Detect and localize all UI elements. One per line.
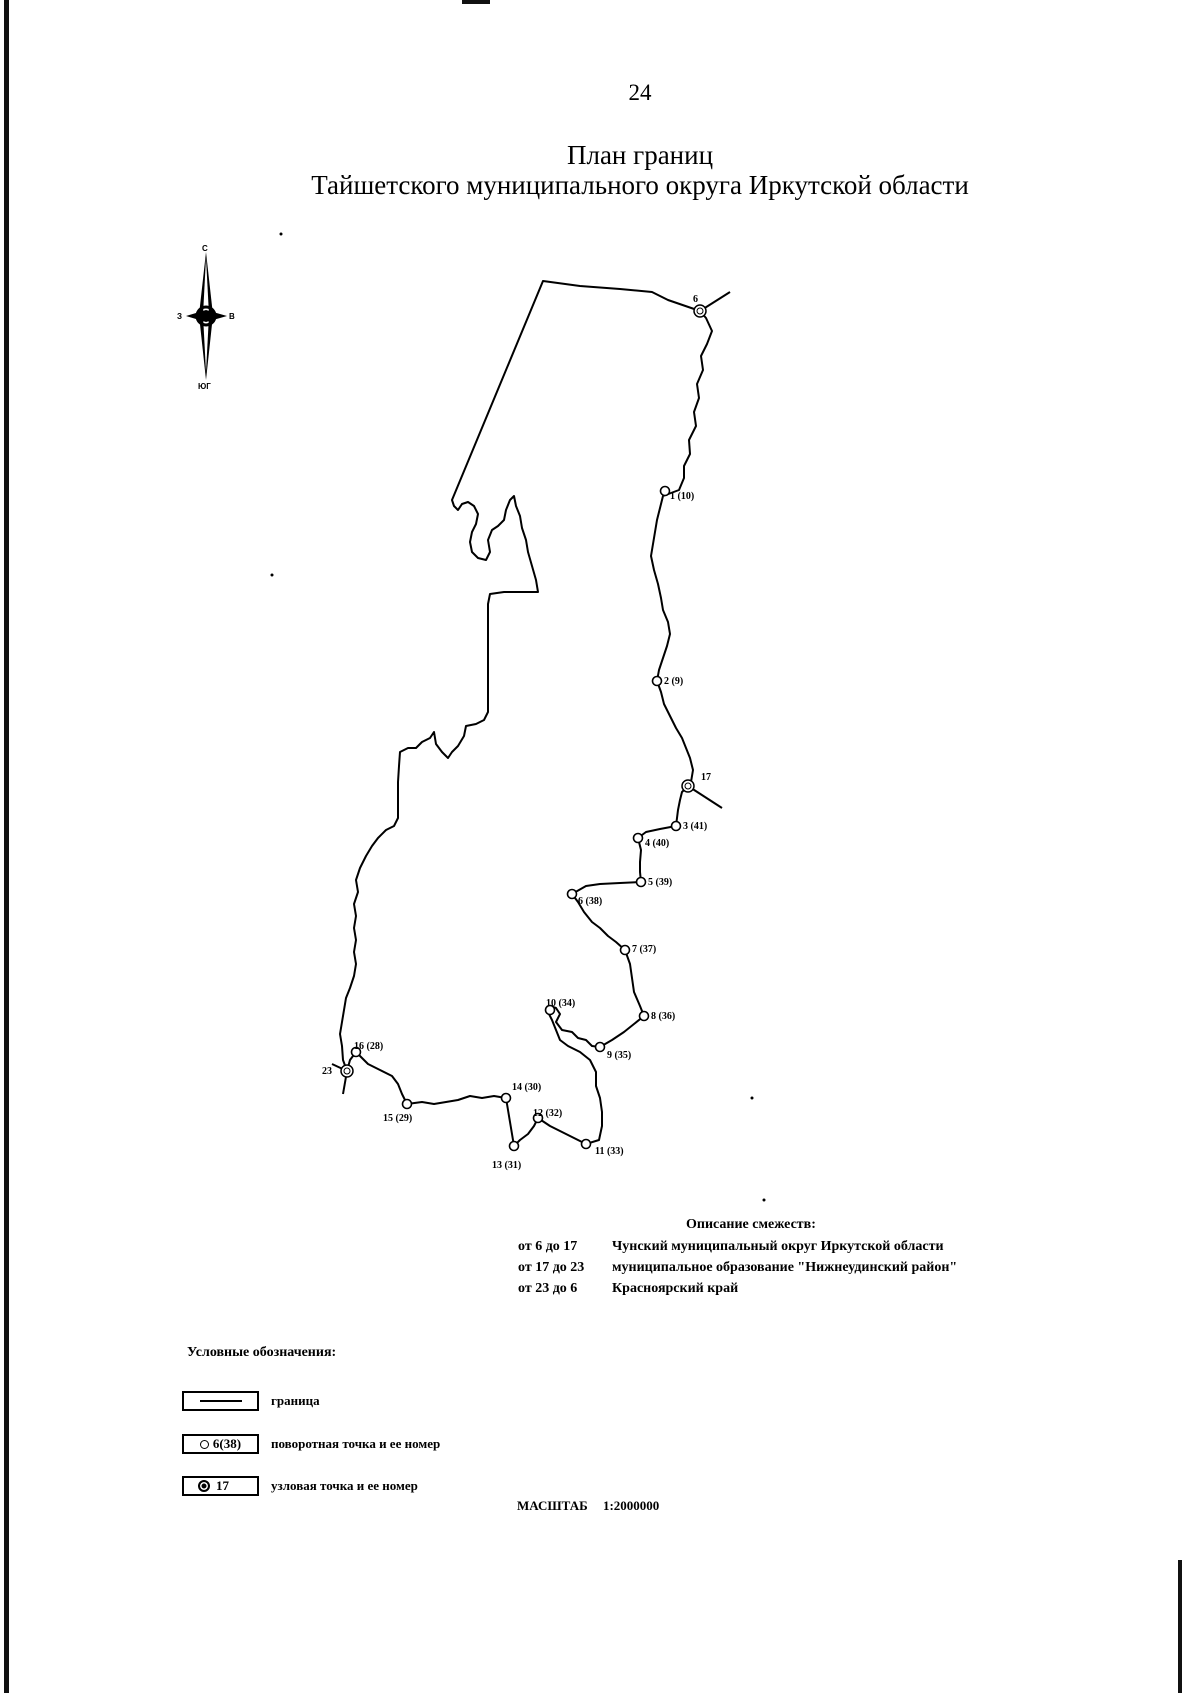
adjacency-description <box>518 1217 957 1299</box>
adjacency-range: от 23 до 6 <box>518 1280 578 1296</box>
legend-text: узловая точка и ее номер <box>271 1478 418 1493</box>
turning-point-label: 16 (28) <box>354 1041 384 1052</box>
scan-speck <box>763 1199 766 1202</box>
turning-point-label: 15 (29) <box>383 1113 413 1124</box>
adjacency-name: Чунский муниципальный округ Иркутской области <box>612 1238 944 1254</box>
node-point-marker <box>682 780 694 792</box>
map-scale <box>517 1498 671 1514</box>
boundary-line-symbol <box>200 1400 242 1402</box>
node-point-label: 6 <box>693 294 698 305</box>
turning-point-label: 2 (9) <box>664 676 684 687</box>
turning-point-label: 11 (33) <box>595 1146 624 1157</box>
compass-south-label: ЮГ <box>198 382 211 391</box>
turning-point-label: 5 (39) <box>648 877 673 888</box>
turning-point-marker <box>653 677 662 686</box>
node-point-marker <box>341 1065 353 1077</box>
turning-point-label: 9 (35) <box>607 1050 632 1061</box>
adjacency-range: от 17 до 23 <box>518 1259 585 1275</box>
node-point-label: 17 <box>701 772 711 783</box>
turning-point-label: 8 (36) <box>651 1011 676 1022</box>
compass-west-label: З <box>177 312 183 321</box>
adjacency-row <box>518 1278 957 1299</box>
legend-item-turning-point <box>182 1434 440 1454</box>
legend-item-node-point <box>182 1476 418 1496</box>
legend-box-node-point <box>182 1476 259 1496</box>
node-point-marker <box>694 305 706 317</box>
scan-speck <box>751 1097 754 1100</box>
turning-point-marker <box>661 487 670 496</box>
compass-needle-we <box>186 310 227 322</box>
adjacency-row <box>518 1236 957 1257</box>
turning-point-label: 6 (38) <box>578 896 603 907</box>
turning-point-label: 14 (30) <box>512 1082 542 1093</box>
compass-rose <box>177 244 235 391</box>
turning-point-marker <box>634 834 643 843</box>
legend-text: граница <box>271 1393 320 1408</box>
turning-point-marker <box>621 946 630 955</box>
turning-point-marker <box>672 822 681 831</box>
legend-box-boundary <box>182 1391 259 1411</box>
turning-point-marker <box>510 1142 519 1151</box>
legend-box-label: 17 <box>216 1478 229 1493</box>
adjacency-row <box>518 1257 957 1278</box>
turning-point-label: 3 (41) <box>683 821 708 832</box>
turning-point-marker <box>640 1012 649 1021</box>
adjacency-range: от 6 до 17 <box>518 1238 578 1254</box>
turning-point-label: 12 (32) <box>533 1108 563 1119</box>
turning-point-label: 1 (10) <box>670 491 695 502</box>
turning-point-label: 7 (37) <box>632 944 657 955</box>
turning-point-marker <box>582 1140 591 1149</box>
adjacency-heading: Описание смежеств: <box>686 1217 816 1232</box>
scan-speck <box>280 233 283 236</box>
turning-point-marker <box>568 890 577 899</box>
page-number: 24 <box>628 80 652 105</box>
turning-point-label: 10 (34) <box>546 998 576 1009</box>
node-point-label: 23 <box>322 1066 332 1077</box>
scale-value: 1:2000000 <box>602 1498 660 1513</box>
map-title-line1: План границ <box>566 140 714 170</box>
compass-north-label: С <box>202 244 208 253</box>
turning-point-label: 4 (40) <box>645 838 670 849</box>
turning-point-marker <box>502 1094 511 1103</box>
adjacency-name: Красноярский край <box>612 1280 739 1296</box>
adjacency-name: муниципальное образование "Нижнеудинский район" <box>612 1259 958 1275</box>
turning-point-icon <box>200 1440 209 1449</box>
node-point-icon <box>198 1480 210 1492</box>
scale-label: МАСШТАБ <box>517 1498 588 1513</box>
legend-heading: Условные обозначения: <box>187 1345 337 1360</box>
compass-east-label: В <box>229 312 235 321</box>
map-title-line2: Тайшетского муниципального округа Иркутской области <box>311 170 969 200</box>
legend-box-label: 6(38) <box>212 1436 242 1451</box>
scan-speck <box>271 574 274 577</box>
legend-text: поворотная точка и ее номер <box>271 1436 441 1451</box>
turning-point-marker <box>403 1100 412 1109</box>
turning-point-marker <box>596 1043 605 1052</box>
turning-point-label: 13 (31) <box>492 1160 522 1171</box>
legend-box-turning-point <box>182 1434 259 1454</box>
legend-item-boundary <box>182 1391 320 1411</box>
turning-point-marker <box>637 878 646 887</box>
